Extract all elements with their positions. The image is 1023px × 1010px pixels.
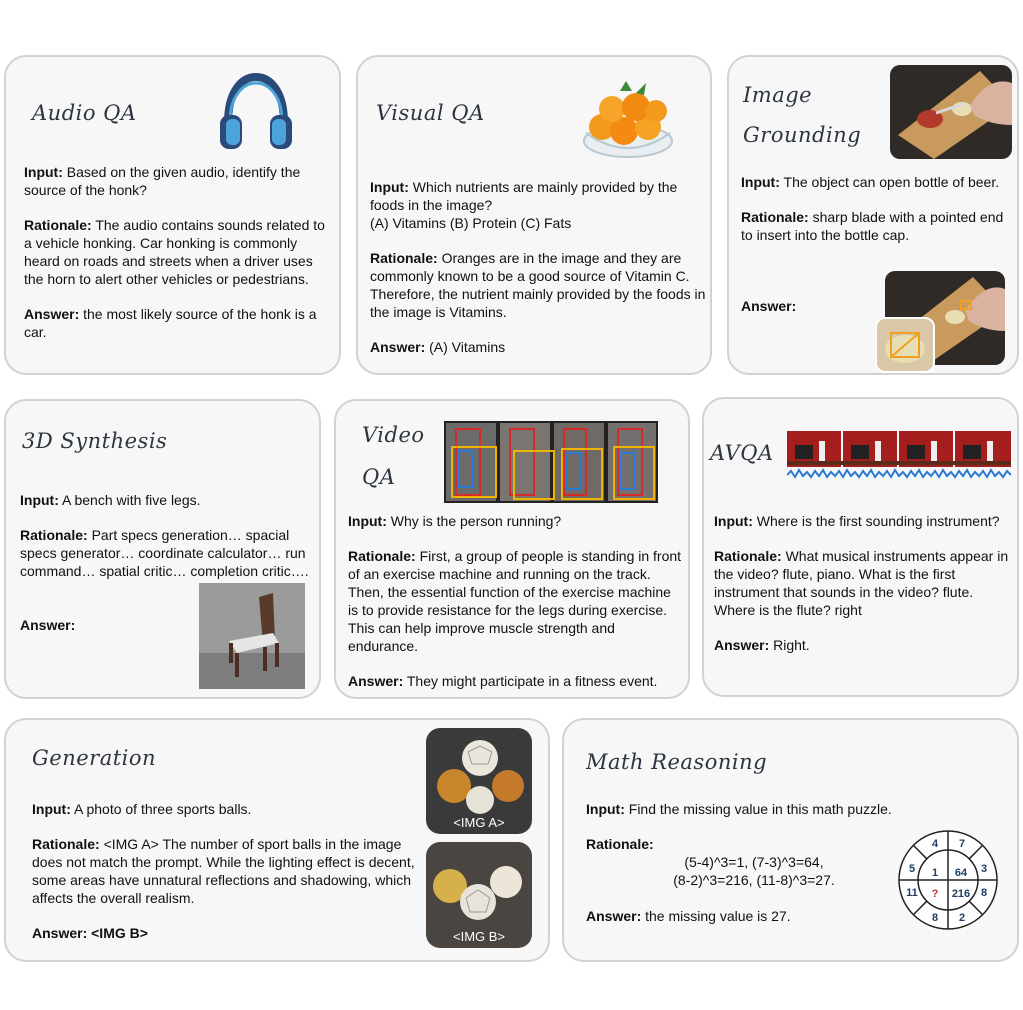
- avqa-rationale: What musical instruments appear in the video? flute, piano. What is the first instrument that sounds in the video? flute. Where is the flute? right: [714, 548, 1009, 618]
- 3d-synthesis-answer: [20, 616, 75, 634]
- orange-bowl-image: [580, 71, 676, 163]
- visual-qa-title: Visual QA: [376, 101, 485, 125]
- audio-qa-input: Based on the given audio, identify the source of the honk?: [24, 164, 301, 198]
- image-grounding-body: [741, 173, 1013, 261]
- audio-qa-body: [24, 163, 326, 358]
- generation-rationale: <IMG A> The number of sport balls in the image does not match the prompt. While the lighting effect is decent, some areas have unnatural reflections and shadowing, which affects the overall realism.: [32, 836, 415, 906]
- input-label: Input:: [24, 164, 63, 180]
- generation-title: Generation: [32, 746, 157, 770]
- rationale-label: Rationale:: [370, 250, 438, 266]
- chair-render-image: [199, 583, 305, 689]
- puzzle-inner-3: ?: [931, 888, 939, 900]
- puzzle-outer-6: 11: [906, 887, 918, 899]
- puzzle-outer-1: 7: [958, 838, 966, 850]
- rationale-label: Rationale:: [586, 836, 654, 852]
- 3d-synthesis-card: [4, 399, 321, 699]
- generated-image-a: [426, 728, 532, 834]
- input-label: Input:: [370, 179, 409, 195]
- puzzle-outer-3: 8: [980, 887, 988, 899]
- image-grounding-input: The object can open bottle of beer.: [783, 174, 1000, 190]
- input-label: Input:: [741, 174, 780, 190]
- video-qa-rationale: First, a group of people is standing in front of an exercise machine and running on the track. Then, the essential function of the exercise machine is to provide resistance for the legs during exercise. This can help improve muscle strength and endurance.: [348, 548, 682, 654]
- generated-image-b: [426, 842, 532, 948]
- math-equations: [654, 853, 854, 889]
- equation-line-1: (5-4)^3=1, (7-3)^3=64,: [684, 854, 824, 870]
- answer-label: Answer:: [586, 908, 642, 924]
- audio-qa-title: Audio QA: [32, 101, 137, 125]
- audio-qa-answer: the most likely source of the honk is a car.: [24, 306, 317, 340]
- audio-qa-rationale: The audio contains sounds related to a vehicle honking. Car honking is commonly heard on roads and streets when a driver uses the horn to alert other vehicles or pedestrians.: [24, 217, 325, 287]
- image-grounding-title-line2: Grounding: [743, 123, 862, 147]
- puzzle-outer-0: 4: [931, 838, 939, 850]
- grounding-zoom-crop: [875, 317, 935, 373]
- 3d-synthesis-title: 3D Synthesis: [22, 429, 168, 453]
- puzzle-outer-5: 8: [931, 912, 939, 924]
- visual-qa-body: [370, 178, 710, 373]
- avqa-video-frames: [787, 431, 1011, 481]
- visual-qa-rationale: Oranges are in the image and they are commonly known to be a good source of Vitamin C. Therefore, the nutrient mainly provided by the foods in the image is Vitamins.: [370, 250, 706, 320]
- rationale-label: Rationale:: [348, 548, 416, 564]
- math-reasoning-card: [562, 718, 1019, 962]
- video-qa-input: Why is the person running?: [390, 513, 562, 529]
- input-label: Input:: [348, 513, 387, 529]
- grounding-photo: [890, 65, 1012, 159]
- img-a-caption: <IMG A>: [453, 815, 505, 830]
- 3d-synthesis-body: [20, 491, 315, 597]
- image-grounding-card: [727, 55, 1019, 375]
- input-label: Input:: [32, 801, 71, 817]
- answer-label: Answer:: [32, 925, 88, 941]
- image-grounding-rationale: sharp blade with a pointed end to insert into the bottle cap.: [741, 209, 1004, 243]
- puzzle-outer-2: 3: [980, 863, 988, 875]
- input-label: Input:: [714, 513, 753, 529]
- avqa-card: [702, 397, 1019, 697]
- rationale-label: Rationale:: [741, 209, 809, 225]
- puzzle-inner-1: 64: [954, 867, 968, 879]
- generation-input: A photo of three sports balls.: [74, 801, 252, 817]
- math-input: [586, 800, 916, 818]
- math-reasoning-title: Math Reasoning: [586, 750, 768, 774]
- video-qa-card: [334, 399, 690, 699]
- visual-qa-options: (A) Vitamins (B) Protein (C) Fats: [370, 215, 572, 231]
- visual-qa-answer: (A) Vitamins: [429, 339, 506, 355]
- video-qa-title-line2: QA: [362, 465, 396, 489]
- image-grounding-title-line1: Image: [743, 83, 813, 107]
- video-qa-answer: They might participate in a fitness event.: [406, 673, 658, 689]
- answer-label: Answer:: [20, 617, 76, 633]
- 3d-synthesis-input: A bench with five legs.: [62, 492, 201, 508]
- math-input-text: Find the missing value in this math puzzle.: [628, 801, 892, 817]
- puzzle-inner-2: 216: [951, 888, 971, 900]
- audio-qa-card: [4, 55, 341, 375]
- puzzle-inner-0: 1: [931, 867, 939, 879]
- answer-label: Answer:: [348, 673, 404, 689]
- visual-qa-input: Which nutrients are mainly provided by the foods in the image?: [370, 179, 678, 213]
- answer-label: Answer:: [741, 298, 797, 314]
- rationale-label: Rationale:: [714, 548, 782, 564]
- headphones-icon: [216, 71, 296, 153]
- input-label: Input:: [20, 492, 59, 508]
- avqa-title: AVQA: [710, 441, 774, 465]
- video-qa-body: [348, 512, 682, 707]
- rationale-label: Rationale:: [20, 527, 88, 543]
- video-frames: [444, 421, 658, 503]
- avqa-body: [714, 512, 1016, 671]
- rationale-label: Rationale:: [24, 217, 92, 233]
- generation-card: [4, 718, 550, 962]
- visual-qa-card: [356, 55, 712, 375]
- video-qa-title-line1: Video: [362, 423, 425, 447]
- avqa-input: Where is the first sounding instrument?: [756, 513, 1000, 529]
- rationale-label: Rationale:: [32, 836, 100, 852]
- math-puzzle-wheel: [896, 828, 1000, 932]
- generation-answer: <IMG B>: [91, 925, 148, 941]
- math-answer: [586, 907, 916, 925]
- 3d-synthesis-rationale: Part specs generation… spacial specs generator… coordinate calculator… run command… spatial critic… completion critic….: [20, 527, 309, 579]
- img-b-caption: <IMG B>: [452, 929, 506, 944]
- generation-body: [32, 800, 418, 959]
- answer-label: Answer:: [714, 637, 770, 653]
- puzzle-outer-7: 5: [908, 863, 916, 875]
- answer-label: Answer:: [24, 306, 80, 322]
- math-answer-text: the missing value is 27.: [645, 908, 791, 924]
- input-label: Input:: [586, 801, 625, 817]
- equation-line-2: (8-2)^3=216, (11-8)^3=27.: [673, 872, 835, 888]
- avqa-answer: Right.: [773, 637, 810, 653]
- answer-label: Answer:: [370, 339, 426, 355]
- puzzle-outer-4: 2: [958, 912, 966, 924]
- image-grounding-answer: [741, 297, 796, 315]
- math-rationale-label: [586, 835, 654, 853]
